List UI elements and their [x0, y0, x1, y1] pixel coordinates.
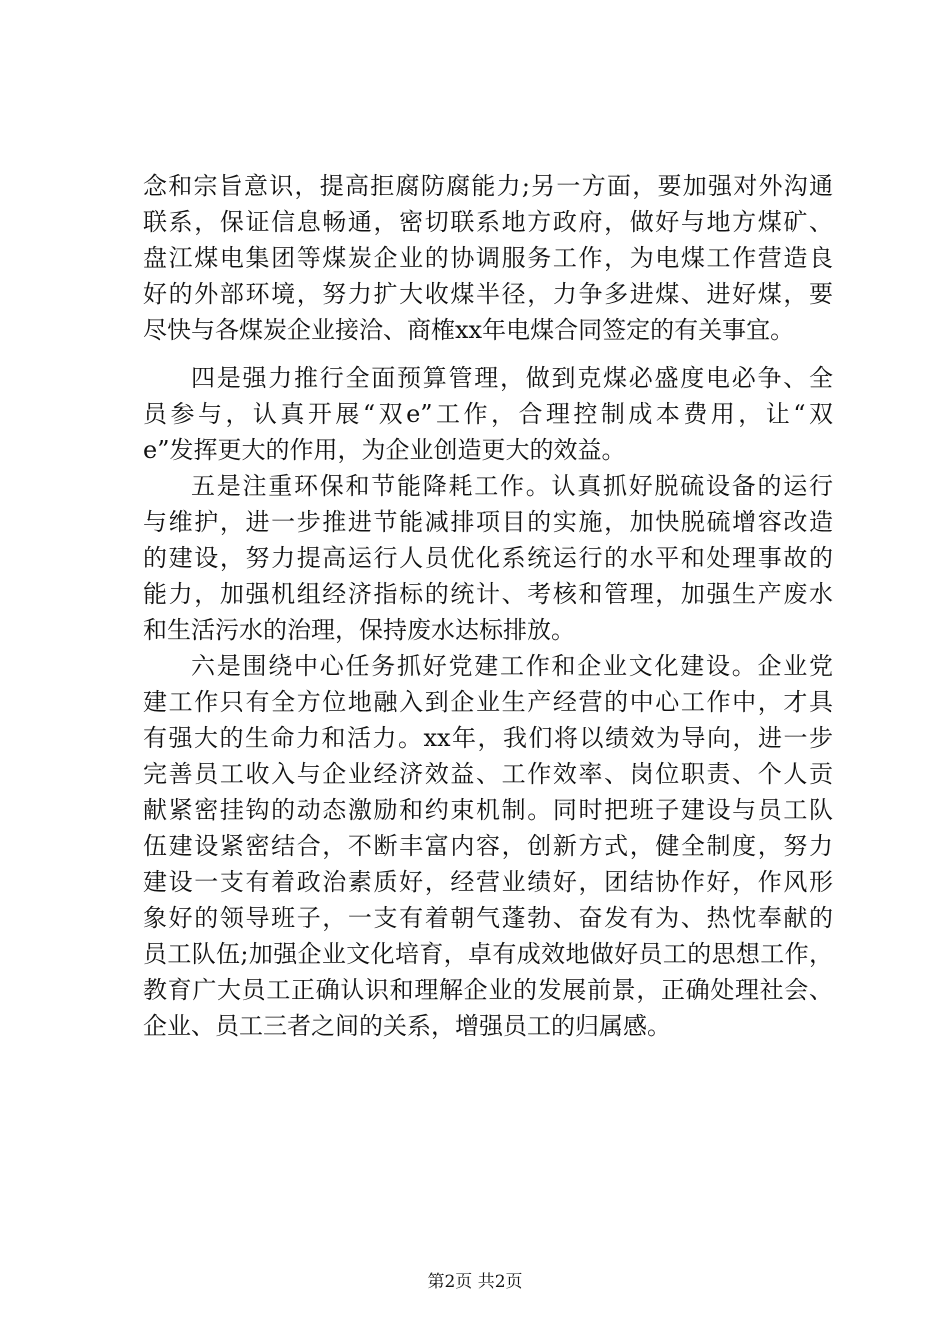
- body-line: 员工队伍;加强企业文化培育，卓有成效地做好员工的思想工作，: [143, 940, 833, 968]
- body-line: 建工作只有全方位地融入到企业生产经营的中心工作中，才具: [143, 688, 833, 716]
- body-line: 六是围绕中心任务抓好党建工作和企业文化建设。企业党: [191, 652, 833, 680]
- body-line: 有强大的生命力和活力。xx年，我们将以绩效为导向，进一步: [143, 724, 833, 752]
- body-line: e”发挥更大的作用，为企业创造更大的效益。: [143, 436, 626, 464]
- body-line: 献紧密挂钩的动态激励和约束机制。同时把班子建设与员工队: [143, 796, 833, 824]
- body-line: 盘江煤电集团等煤炭企业的协调服务工作，为电煤工作营造良: [143, 244, 833, 272]
- body-line: 四是强力推行全面预算管理，做到克煤必盛度电必争、全: [191, 364, 833, 392]
- body-line: 的建设，努力提高运行人员优化系统运行的水平和处理事故的: [143, 544, 833, 572]
- body-line: 尽快与各煤炭企业接洽、商榷xx年电煤合同签定的有关事宜。: [143, 316, 795, 344]
- body-line: 五是注重环保和节能降耗工作。认真抓好脱硫设备的运行: [191, 472, 833, 500]
- body-line: 员参与，认真开展“双e”工作，合理控制成本费用，让“双: [143, 400, 833, 428]
- body-line: 完善员工收入与企业经济效益、工作效率、岗位职责、个人贡: [143, 760, 833, 788]
- page-footer: 第2页 共2页: [427, 1272, 523, 1292]
- body-line: 与维护，进一步推进节能减排项目的实施，加快脱硫增容改造: [143, 508, 833, 536]
- body-line: 象好的领导班子，一支有着朝气蓬勃、奋发有为、热忱奉献的: [143, 904, 833, 932]
- body-line: 好的外部环境，努力扩大收煤半径，力争多进煤、进好煤，要: [143, 280, 833, 308]
- body-line: 联系，保证信息畅通，密切联系地方政府，做好与地方煤矿、: [143, 208, 833, 236]
- body-line: 伍建设紧密结合，不断丰富内容，创新方式，健全制度，努力: [143, 832, 833, 860]
- body-line: 教育广大员工正确认识和理解企业的发展前景，正确处理社会、: [143, 976, 833, 1004]
- body-line: 念和宗旨意识，提高拒腐防腐能力;另一方面，要加强对外沟通: [143, 172, 833, 200]
- body-line: 能力，加强机组经济指标的统计、考核和管理，加强生产废水: [143, 580, 833, 608]
- body-line: 建设一支有着政治素质好，经营业绩好，团结协作好，作风形: [143, 868, 833, 896]
- body-line: 和生活污水的治理，保持废水达标排放。: [143, 616, 575, 644]
- body-line: 企业、员工三者之间的关系，增强员工的归属感。: [143, 1012, 671, 1040]
